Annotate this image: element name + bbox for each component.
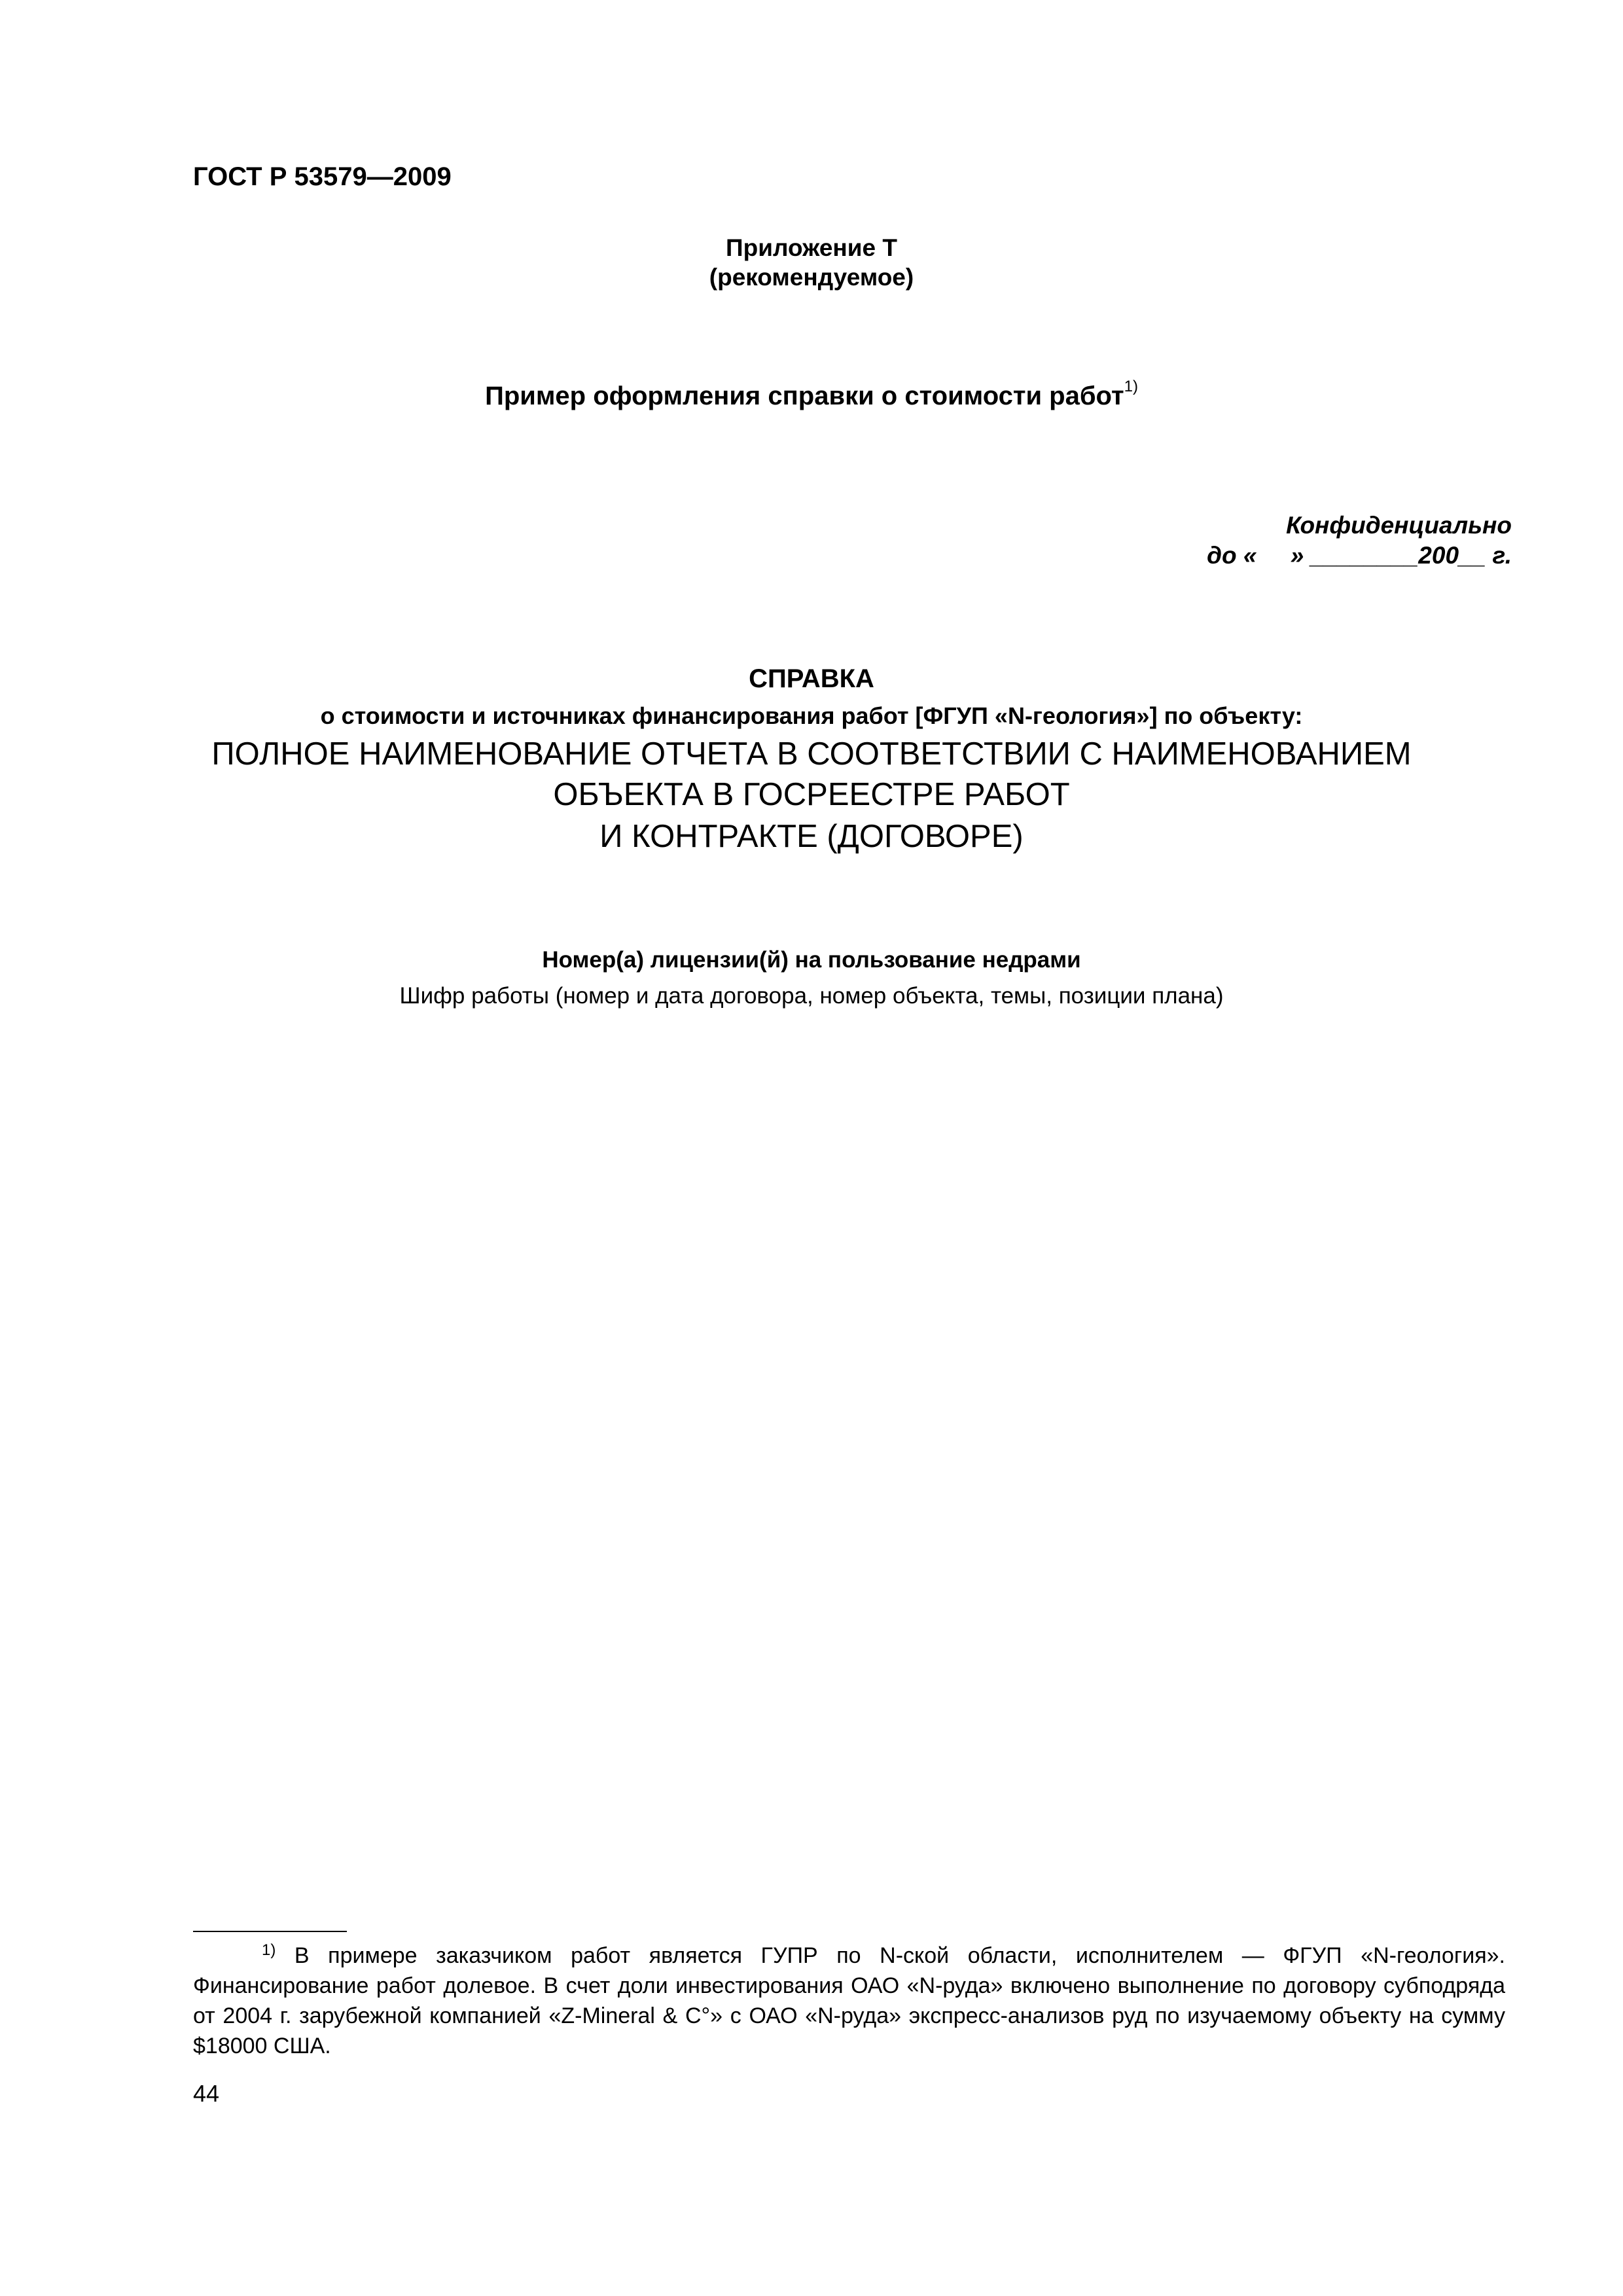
report-name-line: И КОНТРАКТЕ (ДОГОВОРЕ): [599, 819, 1024, 854]
work-code-label: Шифр работы (номер и дата договора, номер объекта, темы, позиции плана): [399, 983, 1224, 1009]
footnote-reference: 1): [1124, 378, 1138, 395]
report-name-line: ОБЪЕКТА В ГОСРЕЕСТРЕ РАБОТ: [553, 777, 1070, 812]
footnote-text: В примере заказчиком работ является ГУПР по N-ской области, исполнителем — ФГУП «N-геология». Финансирование работ долевое. В счет доли инвестирования ОАО «N-руда» включено выполнение по договору субподряда от 2004 г. зарубежной компанией «Z-Mineral & C°» с ОАО «N-руда» экспресс-анализов руд по изучаемому объекту на сумму $18000 США.: [193, 1943, 1505, 2058]
page-number: 44: [193, 2080, 220, 2107]
example-heading: [0, 378, 1623, 411]
license-number-label: Номер(а) лицензии(й) на пользование недрами: [542, 947, 1081, 973]
spravka-subtitle: о стоимости и источниках финансирования работ [ФГУП «N-геология»] по объекту:: [320, 702, 1303, 729]
confidential-label: Конфиденциально: [1286, 512, 1512, 539]
confidential-until-date: до « » ________200__ г.: [1207, 542, 1512, 569]
appendix-status: (рекомендуемое): [709, 264, 914, 291]
document-code: ГОСТ Р 53579—2009: [193, 162, 452, 191]
footnote: [193, 1941, 1505, 2061]
report-name-line: ПОЛНОЕ НАИМЕНОВАНИЕ ОТЧЕТА В СООТВЕТСТВИИ С НАИМЕНОВАНИЕМ: [211, 736, 1412, 772]
appendix-title: Приложение Т: [726, 234, 897, 261]
example-heading-text: Пример оформления справки о стоимости работ: [485, 382, 1124, 410]
spravka-title: СПРАВКА: [749, 664, 874, 693]
footnote-mark: 1): [262, 1941, 276, 1959]
footnote-divider: [193, 1931, 347, 1932]
